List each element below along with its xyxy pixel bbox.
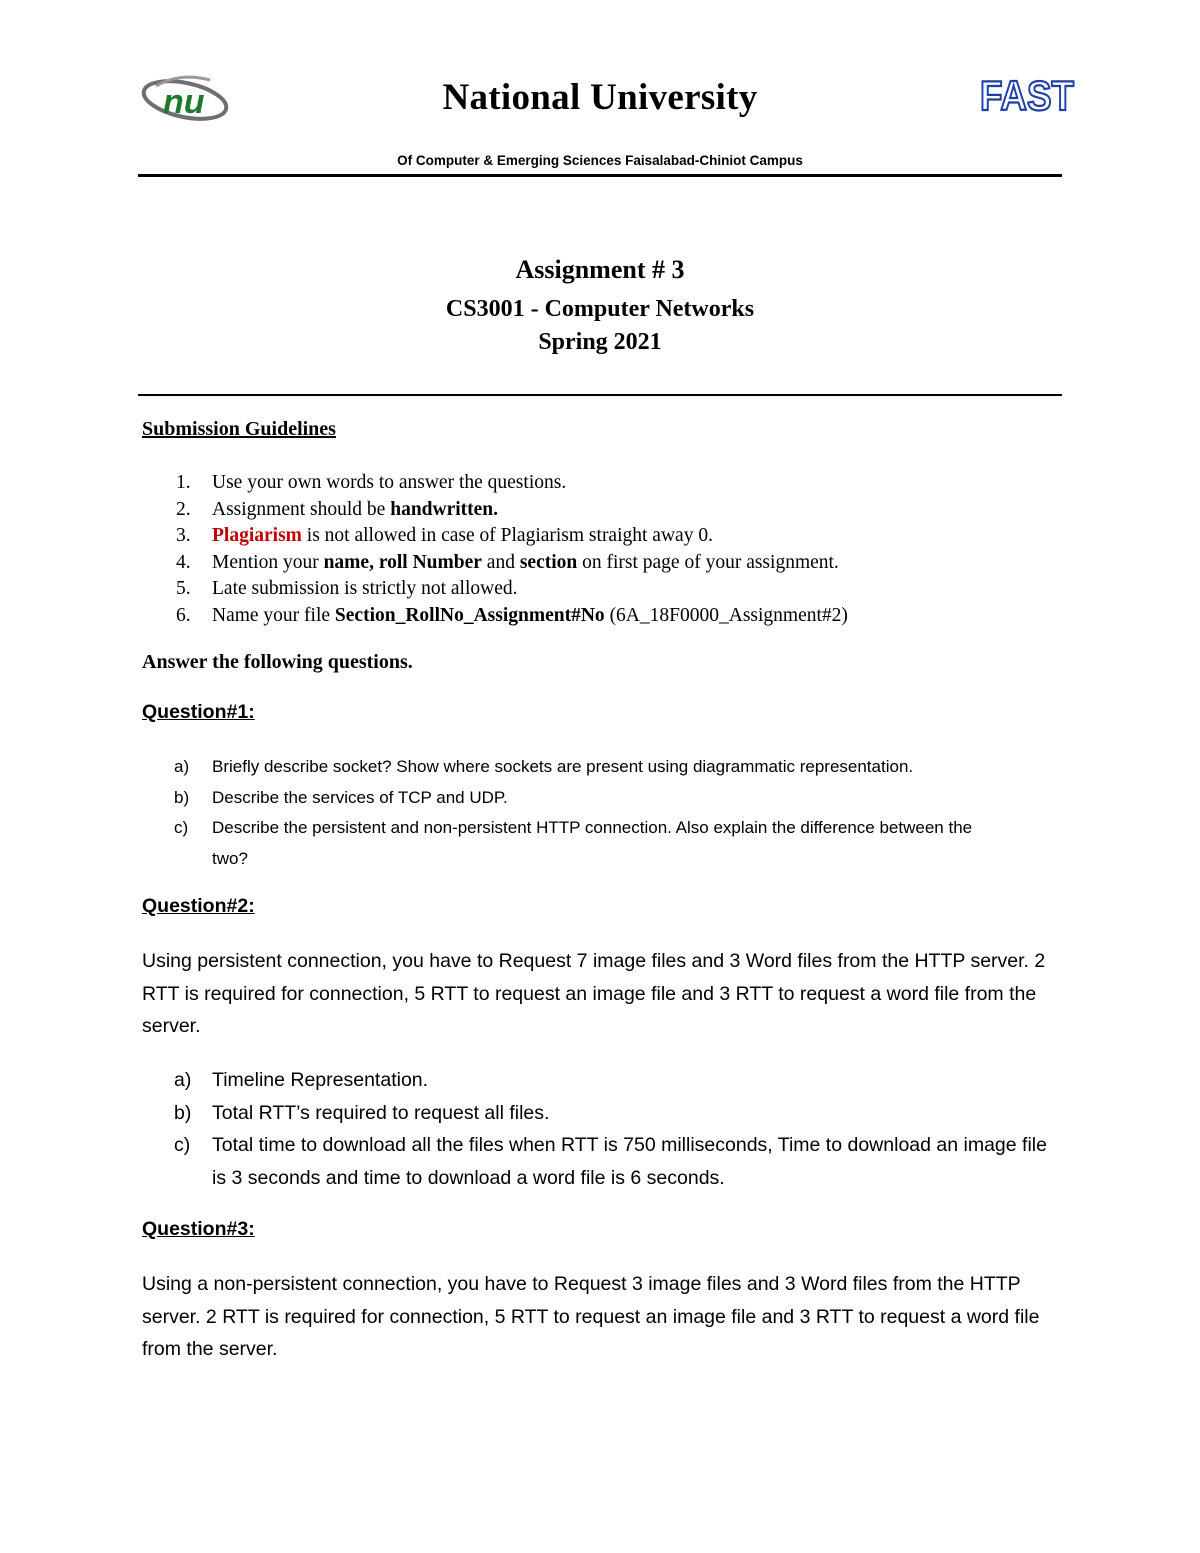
list-item: 2. Assignment should be handwritten. xyxy=(176,498,499,520)
question-3-heading: Question#3: xyxy=(142,1218,255,1240)
question-3-body: Using a non-persistent connection, you have to Request 3 image files and 3 Word files from the HTTP server. 2 RTT is required for connection, 5 RTT to request an image file and 3 RTT to request a word file from the server. xyxy=(142,1273,1040,1360)
question-1-heading: Question#1: xyxy=(142,701,255,723)
list-item: b) Total RTT’s required to request all files. xyxy=(174,1101,550,1124)
question-2-body: Using persistent connection, you have to Request 7 image files and 3 Word files from the HTTP server. 2 RTT is required for connection, 5 RTT to request an image file and 3 RTT to request a word file from the server. xyxy=(142,950,1046,1037)
question-2-list xyxy=(142,1064,1062,1194)
list-item: 3. Plagiarism is not allowed in case of Plagiarism straight away 0. xyxy=(176,525,713,547)
course-title: CS3001 - Computer Networks xyxy=(445,296,755,322)
svg-text:nu: nu xyxy=(163,83,205,121)
list-item: a) Timeline Representation. xyxy=(174,1069,429,1091)
title-divider xyxy=(138,394,1062,396)
list-item: c) Total time to download all the files when RTT is 750 milliseconds, Time to download an image file is 3 seconds and time to download a word file is 6 seconds. xyxy=(174,1134,1047,1189)
assignment-title: Assignment # 3 xyxy=(515,255,685,284)
header-divider xyxy=(138,174,1062,177)
question-1-list xyxy=(142,752,1062,874)
list-item: b) Describe the services of TCP and UDP. xyxy=(174,787,508,807)
list-item: 1. Use your own words to answer the questions. xyxy=(176,472,567,493)
guidelines-list xyxy=(142,470,848,630)
question-2-heading: Question#2: xyxy=(142,895,255,917)
list-item: 6. Name your file Section_RollNo_Assignment#No (6A_18F0000_Assignment#2) xyxy=(176,604,848,626)
guidelines-heading: Submission Guidelines xyxy=(142,418,336,440)
term: Spring 2021 xyxy=(538,329,662,355)
university-name: National University xyxy=(442,77,758,118)
campus-subtitle: Of Computer & Emerging Sciences Faisalabad-Chiniot Campus xyxy=(397,153,803,168)
list-item: 5. Late submission is strictly not allowed. xyxy=(176,578,518,600)
svg-text:FAST: FAST xyxy=(980,72,1075,116)
fast-logo xyxy=(978,72,1078,116)
list-item: c) Describe the persistent and non-persistent HTTP connection. Also explain the difference between the two? xyxy=(174,818,973,868)
list-item: a) Briefly describe socket? Show where sockets are present using diagrammatic representation. xyxy=(174,757,914,776)
instruction-text: Answer the following questions. xyxy=(142,651,413,673)
list-item: 4. Mention your name, roll Number and section on first page of your assignment. xyxy=(176,551,839,573)
